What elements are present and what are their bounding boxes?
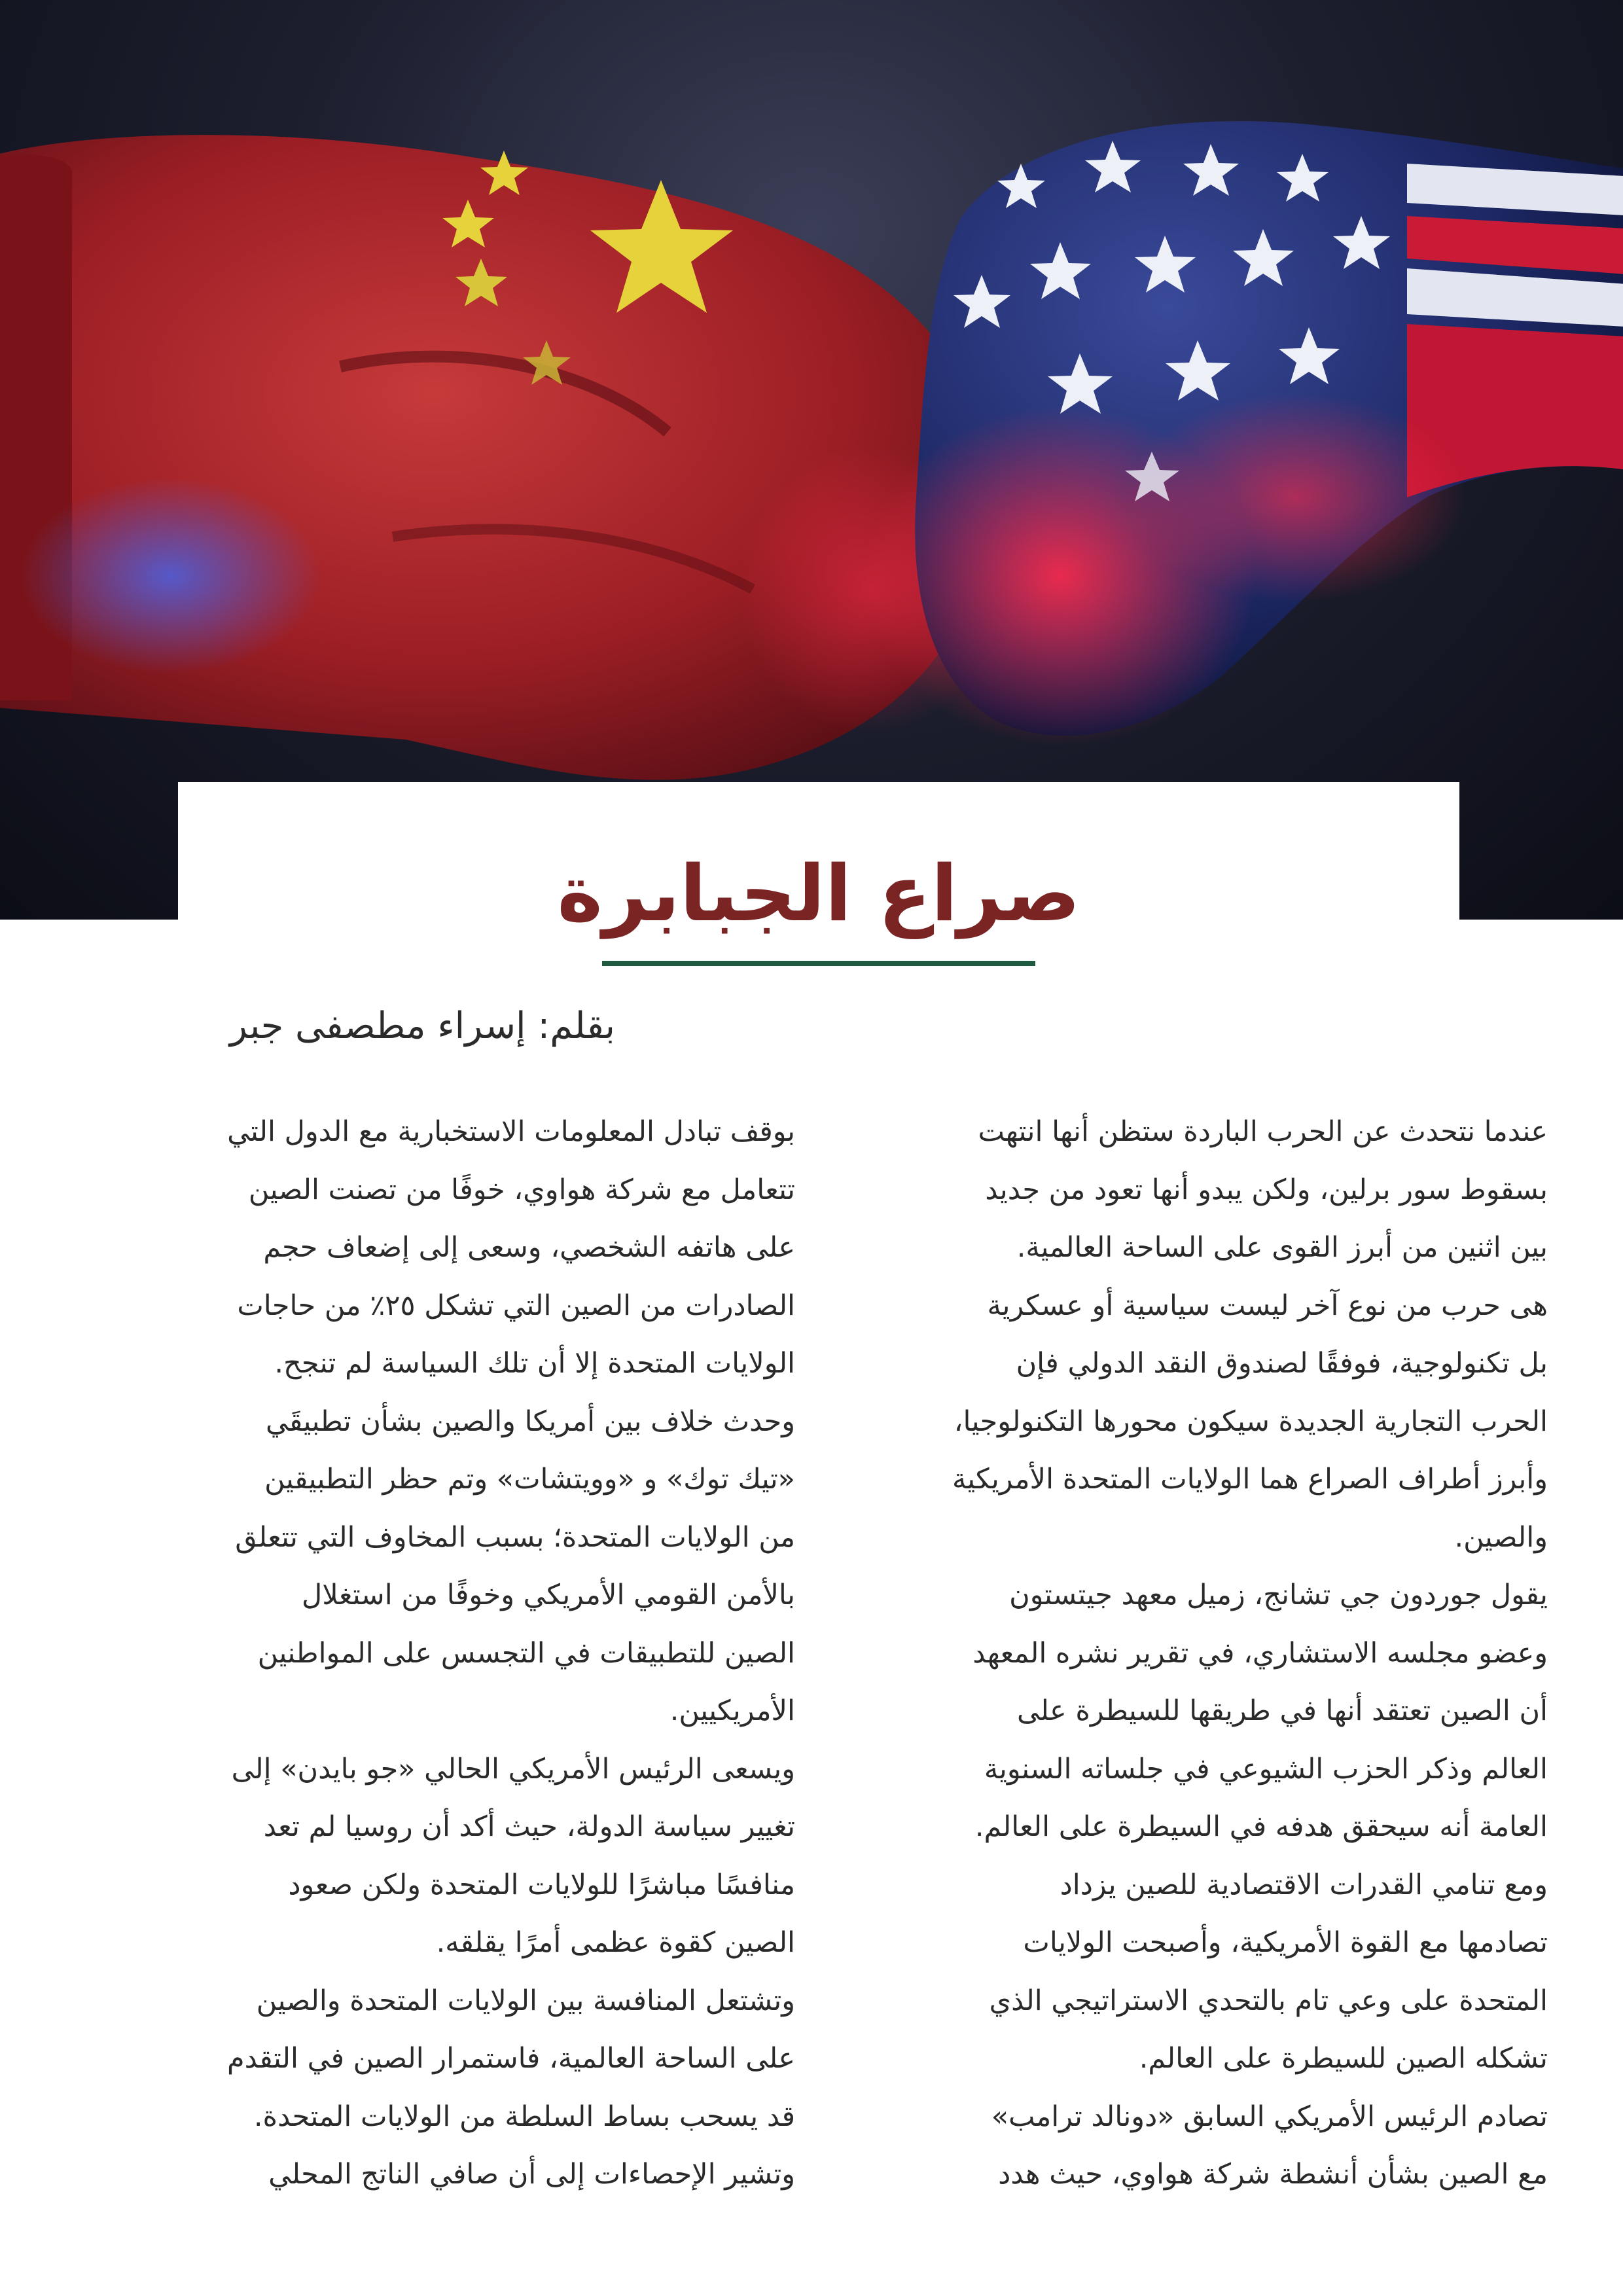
title-box — [178, 782, 1459, 978]
usa-glove — [864, 121, 1623, 746]
text-line: الصين كقوة عظمى أمرًا يقلقه. — [436, 1926, 795, 1959]
text-line: عندما نتحدث عن الحرب الباردة ستظن أنها انتهت — [978, 1115, 1548, 1148]
text-line: هى حرب من نوع آخر ليست سياسية أو عسكرية — [987, 1289, 1548, 1322]
text-line: وتشير الإحصاءات إلى أن صافي الناتج المحلي — [268, 2158, 795, 2191]
text-line: والصين. — [1454, 1520, 1548, 1554]
text-line: العامة أنه سيحقق هدفه في السيطرة على العالم. — [974, 1810, 1548, 1843]
text-line: تصادمها مع القوة الأمريكية، وأصبحت الولايات — [1023, 1926, 1548, 1959]
text-line: «تيك توك» و «وويتشات» وتم حظر التطبيقين — [264, 1463, 795, 1496]
text-line: مع الصين بشأن أنشطة شركة هواوي، حيث هدد — [998, 2158, 1548, 2191]
text-line: ويسعى الرئيس الأمريكي الحالي «جو بايدن» إلى — [231, 1752, 795, 1785]
text-line: قد يسحب بساط السلطة من الولايات المتحدة. — [253, 2100, 795, 2133]
text-line: الصين للتطبيقات في التجسس على المواطنين — [257, 1636, 795, 1670]
text-line: وأبرز أطراف الصراع هما الولايات المتحدة الأمريكية — [952, 1463, 1548, 1496]
text-line: بالأمن القومي الأمريكي وخوفًا من استغلال — [302, 1579, 795, 1611]
text-line: تصادم الرئيس الأمريكي السابق «دونالد ترامب» — [991, 2100, 1548, 2133]
text-line: منافسًا مباشرًا للولايات المتحدة ولكن صعود — [288, 1868, 795, 1901]
article-column-right — [841, 1103, 1548, 2204]
text-line: الصادرات من الصين التي تشكل ٢٥٪ من حاجات — [237, 1289, 795, 1322]
text-line: وتشتعل المنافسة بين الولايات المتحدة والصين — [256, 1984, 795, 2017]
text-line: بوقف تبادل المعلومات الاستخبارية مع الدول التي — [227, 1115, 795, 1148]
title-underline — [602, 961, 1035, 966]
text-line: الحرب التجارية الجديدة سيكون محورها التكنولوجيا، — [954, 1405, 1548, 1438]
text-line: تشكله الصين للسيطرة على العالم. — [1139, 2042, 1548, 2075]
text-line: أن الصين تعتقد أنها في طريقها للسيطرة على — [1016, 1695, 1548, 1727]
text-line: تغيير سياسة الدولة، حيث أكد أن روسيا لم تعد — [263, 1810, 795, 1843]
text-line: بل تكنولوجية، فوفقًا لصندوق النقد الدولي فإن — [1016, 1347, 1548, 1380]
text-line: يقول جوردون جي تشانج، زميل معهد جيتستون — [1009, 1579, 1548, 1611]
text-line: وعضو مجلسه الاستشاري، في تقرير نشره المعهد — [972, 1636, 1548, 1670]
author-byline: بقلم: إسراء مطصفى جبر — [229, 1005, 615, 1047]
text-line: بين اثنين من أبرز القوى على الساحة العالمية. — [1016, 1231, 1548, 1264]
text-line: المتحدة على وعي تام بالتحدي الاستراتيجي الذي — [989, 1984, 1548, 2017]
page-title: صراع الجبابرة — [557, 848, 1080, 939]
china-glove — [0, 135, 1001, 780]
text-line: على هاتفه الشخصي، وسعى إلى إضعاف حجم — [263, 1231, 795, 1264]
text-line: على الساحة العالمية، فاستمرار الصين في التقدم — [226, 2042, 795, 2075]
text-line: الولايات المتحدة إلا أن تلك السياسة لم تنجح. — [274, 1347, 795, 1380]
text-line: وحدث خلاف بين أمريكا والصين بشأن تطبيقَي — [265, 1405, 795, 1438]
text-line: ومع تنامي القدرات الاقتصادية للصين يزداد — [1060, 1868, 1548, 1901]
article-column-left — [88, 1103, 795, 2204]
text-line: العالم وذكر الحزب الشيوعي في جلساته السنوية — [984, 1752, 1548, 1785]
text-line: من الولايات المتحدة؛ بسبب المخاوف التي تتعلق — [235, 1520, 795, 1554]
text-line: بسقوط سور برلين، ولكن يبدو أنها تعود من جديد — [985, 1173, 1548, 1206]
text-line: الأمريكيين. — [669, 1695, 795, 1727]
text-line: تتعامل مع شركة هواوي، خوفًا من تصنت الصين — [248, 1173, 795, 1206]
